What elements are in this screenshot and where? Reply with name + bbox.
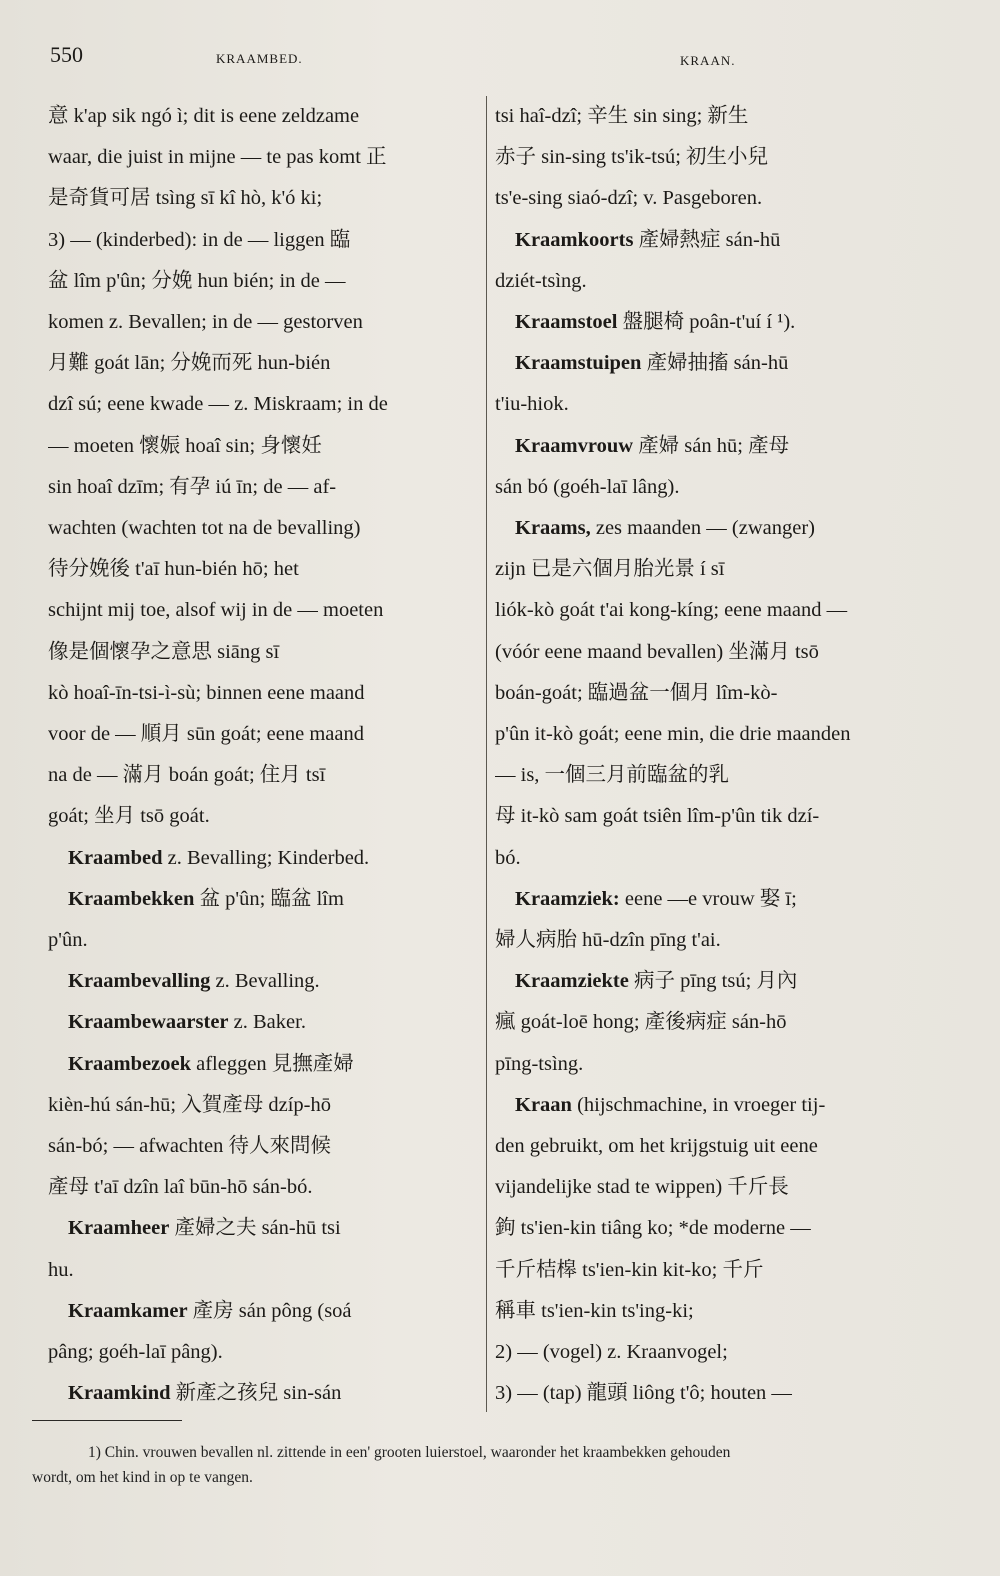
entry-line: 赤子 sin-sing ts'ik-tsú; 初生小兒 [495, 146, 769, 169]
dictionary-entry [495, 1085, 927, 1415]
entry-line: 母 it-kò sam goát tsiên lîm-p'ûn tik dzí- [495, 805, 820, 828]
entry-line: waar, die juist in mijne — te pas komt 正 [48, 146, 387, 169]
entry-line: — is, 一個三月前臨盆的乳 [495, 764, 730, 787]
entry-line: 產母 t'aī dzîn laî būn-hō sán-bó. [48, 1176, 313, 1199]
entry-line: 3) — (kinderbed): in de — liggen 臨 [48, 228, 351, 251]
headword: Kraambewaarster [68, 1011, 229, 1034]
headword: Kraamkamer [68, 1299, 188, 1322]
right-column [495, 96, 927, 1415]
entry-line: na de — 滿月 boán goát; 住月 tsī [48, 764, 326, 787]
entry-line: 瘋 goát-loē hong; 產後病症 sán-hō [495, 1011, 787, 1034]
entry-first-line: Kraamheer 產婦之夫 sán-hū tsi [68, 1217, 341, 1240]
entry-line: 盆 lîm p'ûn; 分娩 hun bién; in de — [48, 269, 346, 292]
headword: Kraamkind [68, 1382, 171, 1405]
entry-first-line: Kraamkamer 產房 sán pông (soá [68, 1299, 352, 1322]
entry-line: 鉤 ts'ien-kin tiâng ko; *de moderne — [495, 1217, 811, 1240]
footnote-rule [32, 1420, 182, 1421]
dictionary-entry [495, 96, 927, 220]
entry-first-line: Kraambewaarster z. Baker. [68, 1011, 306, 1034]
dictionary-entry [48, 1208, 478, 1290]
headword: Kraambekken [68, 887, 195, 910]
entry-line: — moeten 懷娠 hoaî sin; 身懷妊 [48, 434, 322, 457]
dictionary-entry [48, 1044, 478, 1209]
entry-first-line: Kraambed z. Bevalling; Kinderbed. [68, 846, 370, 869]
entry-line: boán-goát; 臨過盆一個月 lîm-kò- [495, 681, 778, 704]
column-divider [486, 96, 487, 1412]
entry-line: 是奇貨可居 tsìng sī kî hò, k'ó ki; [48, 187, 323, 210]
dictionary-entry [48, 1002, 478, 1043]
entry-line: pâng; goéh-laī pâng). [48, 1341, 223, 1364]
entry-line: 待分娩後 t'aī hun-bién hō; het [48, 558, 299, 581]
entry-first-line: Kraamstoel 盤腿椅 poân-t'uí í ¹). [515, 311, 796, 334]
entry-line: ts'e-sing siaó-dzî; v. Pasgeboren. [495, 187, 763, 210]
entry-first-line: Kraambezoek afleggen 見撫產婦 [68, 1052, 354, 1075]
entry-first-line: tsi haî-dzî; 辛生 sin sing; 新生 [495, 105, 749, 127]
headword: Kraambezoek [68, 1052, 191, 1075]
entry-line: p'ûn it-kò goát; eene min, die drie maanden [495, 723, 851, 746]
entry-line: sin hoaî dzīm; 有孕 iú īn; de — af- [48, 475, 337, 498]
entry-first-line: Kraamziekte 病子 pīng tsú; 月內 [515, 970, 798, 993]
headword: Kraamkoorts [515, 228, 634, 251]
entry-line: schijnt mij toe, alsof wij in de — moeten [48, 599, 384, 622]
left-column [48, 96, 478, 1415]
dictionary-entry [48, 838, 478, 879]
entry-line: goát; 坐月 tsō goát. [48, 805, 210, 828]
headword: Kraan [515, 1093, 572, 1116]
entry-first-line: Kraamkind 新產之孩兒 sin-sán [68, 1382, 342, 1405]
entry-line: sán-bó; — afwachten 待人來問候 [48, 1135, 331, 1158]
dictionary-entry [48, 1373, 478, 1414]
entry-first-line: 意 k'ap sik ngó ì; dit is eene zeldzame [48, 105, 360, 127]
entry-line: dziét-tsìng. [495, 269, 587, 292]
dictionary-entry [495, 879, 927, 961]
headword: Kraams, [515, 517, 591, 540]
entry-first-line: Kraambekken 盆 p'ûn; 臨盆 lîm [68, 887, 344, 910]
entry-line: vijandelijke stad te wippen) 千斤長 [495, 1176, 789, 1199]
entry-line: den gebruikt, om het krijgstuig uit eene [495, 1135, 818, 1158]
dictionary-entry [48, 1291, 478, 1373]
entry-line: kièn-hú sán-hū; 入賀產母 dzíp-hō [48, 1093, 331, 1116]
entry-line: 月難 goát lān; 分娩而死 hun-bién [48, 352, 331, 375]
entry-line: bó. [495, 846, 521, 869]
dictionary-entry [48, 961, 478, 1002]
entry-first-line: Kraamvrouw 產婦 sán hū; 產母 [515, 434, 790, 457]
dictionary-entry [495, 343, 927, 425]
footnote-line: wordt, om het kind in op te vangen. [32, 1469, 253, 1486]
entry-first-line: Kraamziek: eene —e vrouw 娶 ī; [515, 887, 797, 910]
entry-line: 婦人病胎 hū-dzîn pīng t'ai. [495, 929, 721, 952]
entry-line: 2) — (vogel) z. Kraanvogel; [495, 1341, 728, 1364]
right-running-head: KRAAN. [680, 53, 736, 68]
entry-line: 像是個懷孕之意思 siāng sī [48, 640, 280, 663]
headword: Kraambed [68, 846, 163, 869]
entry-first-line: Kraamkoorts 產婦熱症 sán-hū [515, 228, 781, 251]
dictionary-entry [495, 961, 927, 1085]
entry-line: voor de — 順月 sūn goát; eene maand [48, 723, 364, 746]
entry-line: pīng-tsìng. [495, 1052, 584, 1075]
headword: Kraamstoel [515, 311, 618, 334]
entry-line: hu. [48, 1258, 74, 1281]
entry-first-line: Kraan (hijschmachine, in vroeger tij- [515, 1093, 826, 1116]
dictionary-entry [48, 879, 478, 961]
headword: Kraamstuipen [515, 352, 642, 375]
headword: Kraamziekte [515, 970, 629, 993]
entry-first-line: Kraams, zes maanden — (zwanger) [515, 517, 815, 540]
dictionary-entry [495, 220, 927, 302]
entry-line: 3) — (tap) 龍頭 liông t'ô; houten — [495, 1382, 792, 1405]
entry-line: t'iu-hiok. [495, 393, 569, 416]
entry-line: zijn 已是六個月胎光景 í sī [495, 558, 725, 581]
dictionary-entry [48, 96, 478, 838]
dictionary-entry [495, 426, 927, 508]
dictionary-entry [495, 302, 927, 343]
entry-first-line: Kraambevalling z. Bevalling. [68, 970, 320, 993]
entry-line: 稱車 ts'ien-kin ts'ing-ki; [495, 1299, 694, 1322]
page-number: 550 [50, 42, 83, 67]
entry-line: sán bó (goéh-laī lâng). [495, 475, 680, 498]
headword: Kraambevalling [68, 970, 211, 993]
footnote [32, 1440, 932, 1490]
dictionary-entry [495, 508, 927, 879]
entry-line: dzî sú; eene kwade — z. Miskraam; in de [48, 393, 388, 416]
entry-first-line: Kraamstuipen 產婦抽搐 sán-hū [515, 352, 789, 375]
left-running-head: KRAAMBED. [216, 51, 303, 66]
page-header [50, 42, 930, 78]
entry-line: wachten (wachten tot na de bevalling) [48, 517, 361, 540]
headword: Kraamziek: [515, 887, 620, 910]
entry-line: komen z. Bevallen; in de — gestorven [48, 311, 363, 334]
entry-line: liók-kò goát t'ai kong-kíng; eene maand — [495, 599, 848, 622]
entry-line: kò hoaî-īn-tsi-ì-sù; binnen eene maand [48, 681, 365, 704]
headword: Kraamheer [68, 1217, 170, 1240]
entry-line: (vóór eene maand bevallen) 坐滿月 tsō [495, 640, 819, 663]
entry-line: p'ûn. [48, 929, 88, 952]
entry-line: 千斤桔槔 ts'ien-kin kit-ko; 千斤 [495, 1258, 764, 1281]
headword: Kraamvrouw [515, 434, 634, 457]
footnote-line: 1) Chin. vrouwen bevallen nl. zittende in een' grooten luierstoel, waaronder het kraambekken gehouden [88, 1444, 731, 1461]
